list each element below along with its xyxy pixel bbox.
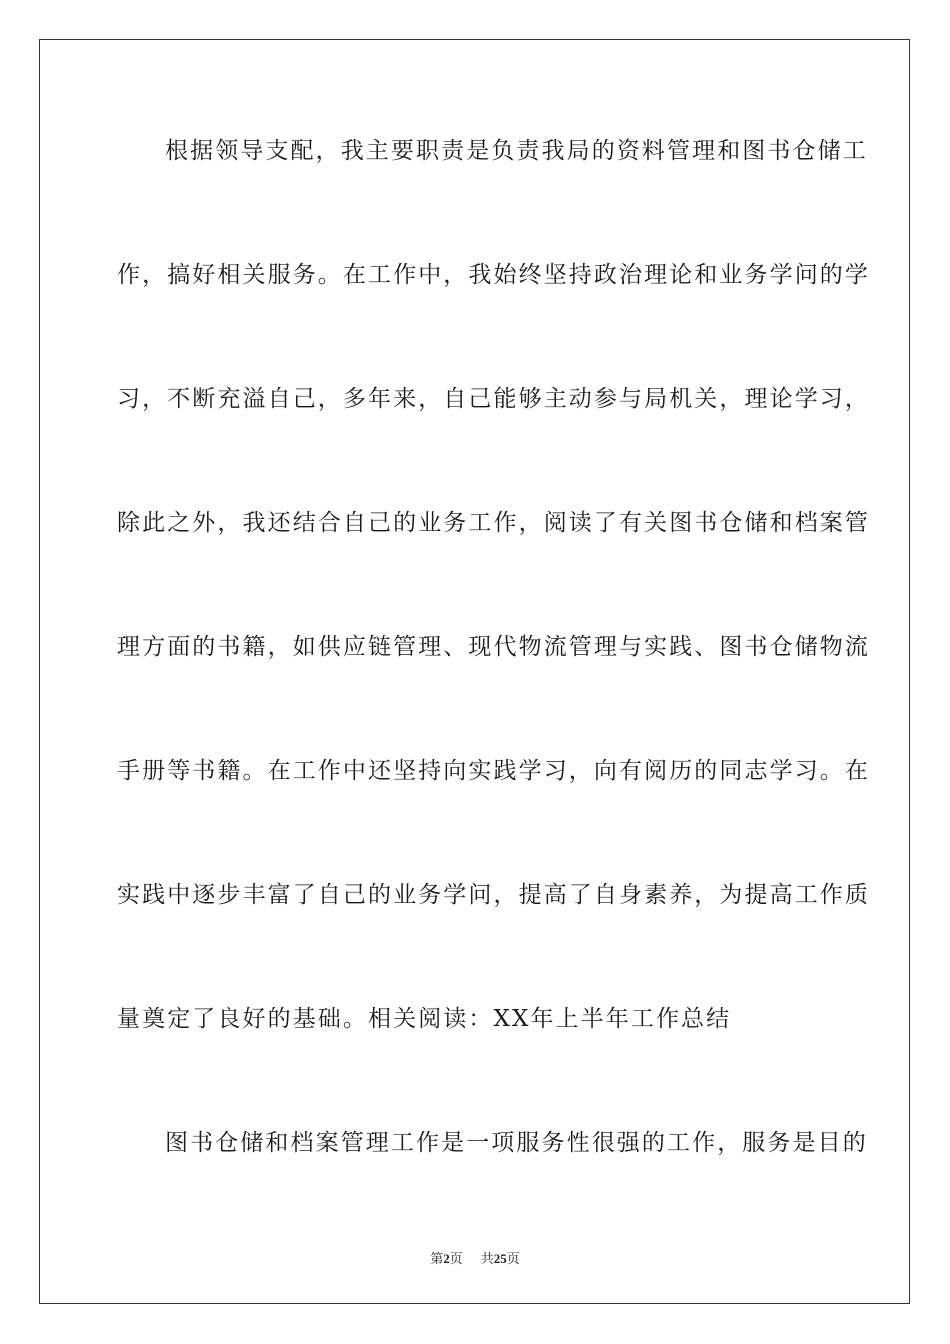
- page-footer: [0, 1248, 950, 1267]
- page-suffix: 页: [449, 1252, 463, 1267]
- paragraph-1-line-5: 理方面的书籍，如供应链管理、现代物流管理与实践、图书仓储物流: [117, 634, 870, 660]
- paragraph-1-line-8: 量奠定了良好的基础。相关阅读：XX年上半年工作总结: [117, 1006, 732, 1032]
- total-prefix: 共: [480, 1252, 494, 1267]
- total-pages: 25: [493, 1251, 507, 1266]
- paragraph-1-line-7: 实践中逐步丰富了自己的业务学问，提高了自身素养，为提高工作质: [117, 882, 870, 908]
- total-suffix: 页: [506, 1252, 520, 1267]
- page-number: 2: [443, 1251, 450, 1266]
- paragraph-1-line-2: 作，搞好相关服务。在工作中，我始终坚持政治理论和业务学问的学: [117, 262, 870, 288]
- page-border: [39, 39, 910, 1304]
- page-prefix: 第: [430, 1252, 444, 1267]
- paragraph-1-line-3: 习，不断充溢自己，多年来，自己能够主动参与局机关，理论学习，: [117, 386, 870, 412]
- paragraph-1-line-1: 根据领导支配，我主要职责是负责我局的资料管理和图书仓储工: [165, 138, 868, 164]
- paragraph-1-line-4: 除此之外，我还结合自己的业务工作，阅读了有关图书仓储和档案管: [117, 510, 870, 536]
- paragraph-1-line-6: 手册等书籍。在工作中还坚持向实践学习，向有阅历的同志学习。在: [117, 758, 870, 784]
- paragraph-2-line-1: 图书仓储和档案管理工作是一项服务性很强的工作，服务是目的: [165, 1130, 868, 1156]
